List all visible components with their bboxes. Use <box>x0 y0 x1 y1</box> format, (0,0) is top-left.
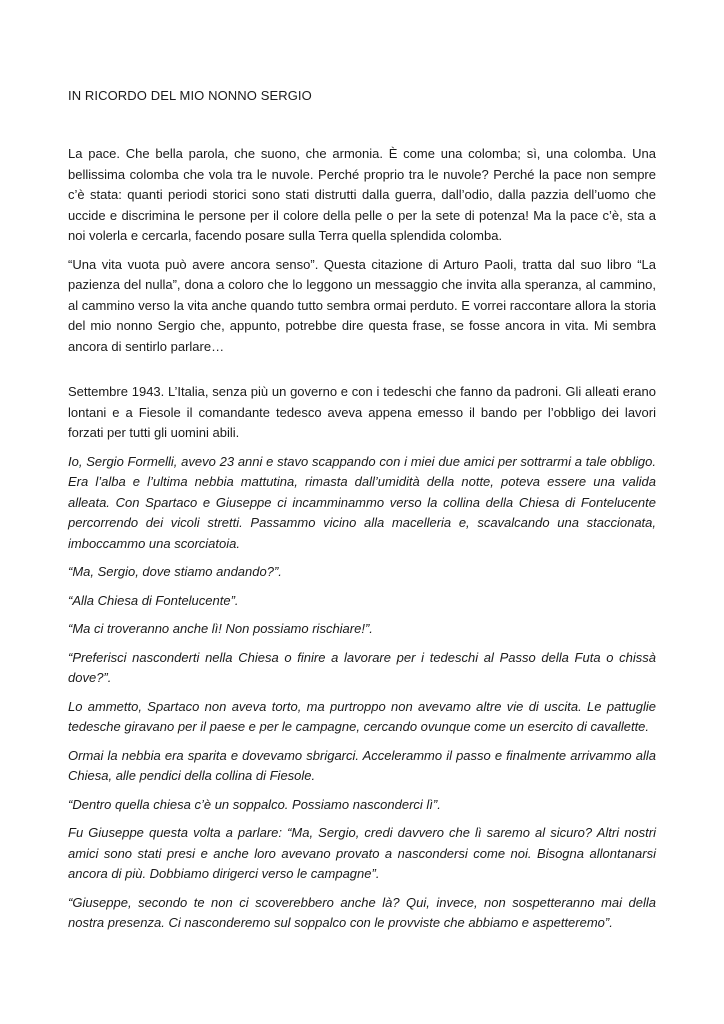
dialogue-line-1: “Ma, Sergio, dove stiamo andando?”. <box>68 564 282 579</box>
intro-section <box>68 144 656 365</box>
intro-paragraph-1: La pace. Che bella parola, che suono, che armonia. È come una colomba; sì, una colomba. Una bellissima colomba che vola tra le nuvole. Perché proprio tra le nuvole? Perché la pace non sempre c’è stata: quanti periodi storici sono stati distrutti dalla guerra, dall’odio, dalla pazzia dell’uomo che uccide e discrimina le persone per il colore della pelle o per la sete di potenza! Ma la pace c’è, sta a noi volerla e cercarla, facendo posare sulla Terra quella splendida colomba. <box>68 146 656 243</box>
story-paragraph-4: Ormai la nebbia era sparita e dovevamo sbrigarci. Accelerammo il passo e finalmente arrivammo alla Chiesa, alle pendici della collina di Fiesole. <box>68 747 656 783</box>
story-paragraph-1: Settembre 1943. L’Italia, senza più un governo e con i tedeschi che fanno da padroni. Gli alleati erano lontani e a Fiesole il comandante tedesco aveva appena emesso il bando per l’obbligo dei lavori forzati per tutti gli uomini abili. <box>68 384 656 440</box>
dialogue-line-6: “Giuseppe, secondo te non ci scoverebbero anche là? Qui, invece, non sospetteranno mai della nostra presenza. Ci nasconderemo sul soppalco con le provviste che abbiamo e aspetteremo”. <box>68 894 656 930</box>
dialogue-line-2: “Alla Chiesa di Fontelucente”. <box>68 592 239 608</box>
document-title: IN RICORDO DEL MIO NONNO SERGIO <box>68 88 312 103</box>
dialogue-line-4: “Preferisci nasconderti nella Chiesa o finire a lavorare per i tedeschi al Passo della Futa o chissà dove?”. <box>68 649 656 685</box>
dialogue-line-5: “Dentro quella chiesa c’è un soppalco. Possiamo nasconderci lì”. <box>68 796 441 812</box>
story-paragraph-3: Lo ammetto, Spartaco non aveva torto, ma purtroppo non avevamo altre vie di uscita. Le pattuglie tedesche giravano per il paese e per le campagne, cercando ovunque come un esercito di cavallette. <box>68 698 656 734</box>
dialogue-line-3: “Ma ci troveranno anche lì! Non possiamo rischiare!”. <box>68 621 373 636</box>
intro-paragraph-2: “Una vita vuota può avere ancora senso”. Questa citazione di Arturo Paoli, tratta dal suo libro “La pazienza del nulla”, dona a coloro che lo leggono un messaggio che invita alla speranza, al cammino, al cammino verso la vita anche quando tutto sembra ormai perduto. E vorrei raccontare allora la storia del mio nonno Sergio che, appunto, potrebbe dire questa frase, se fosse ancora in vita. Mi sembra ancora di sentirlo parlare… <box>68 256 656 354</box>
document-page <box>68 0 656 1024</box>
story-section <box>68 382 656 942</box>
story-paragraph-2: Io, Sergio Formelli, avevo 23 anni e stavo scappando con i miei due amici per sottrarmi a tale obbligo. Era l’alba e l’ultima nebbia mattutina, rimasta dall’umidità della notte, poteva essere una valida alleata. Con Spartaco e Giuseppe ci incamminammo verso la collina della Chiesa di Fontelucente percorrendo dei vicoli stretti. Passammo vicino alla macelleria e, scavalcando una staccionata, imboccammo una scorciatoia. <box>68 453 656 551</box>
story-paragraph-5: Fu Giuseppe questa volta a parlare: “Ma, Sergio, credi davvero che lì saremo al sicuro? Altri nostri amici sono stati presi e anche loro avevano provato a nascondersi come noi. Bisogna allontanarsi ancora di più. Dobbiamo dirigerci verso le campagne”. <box>68 825 656 881</box>
